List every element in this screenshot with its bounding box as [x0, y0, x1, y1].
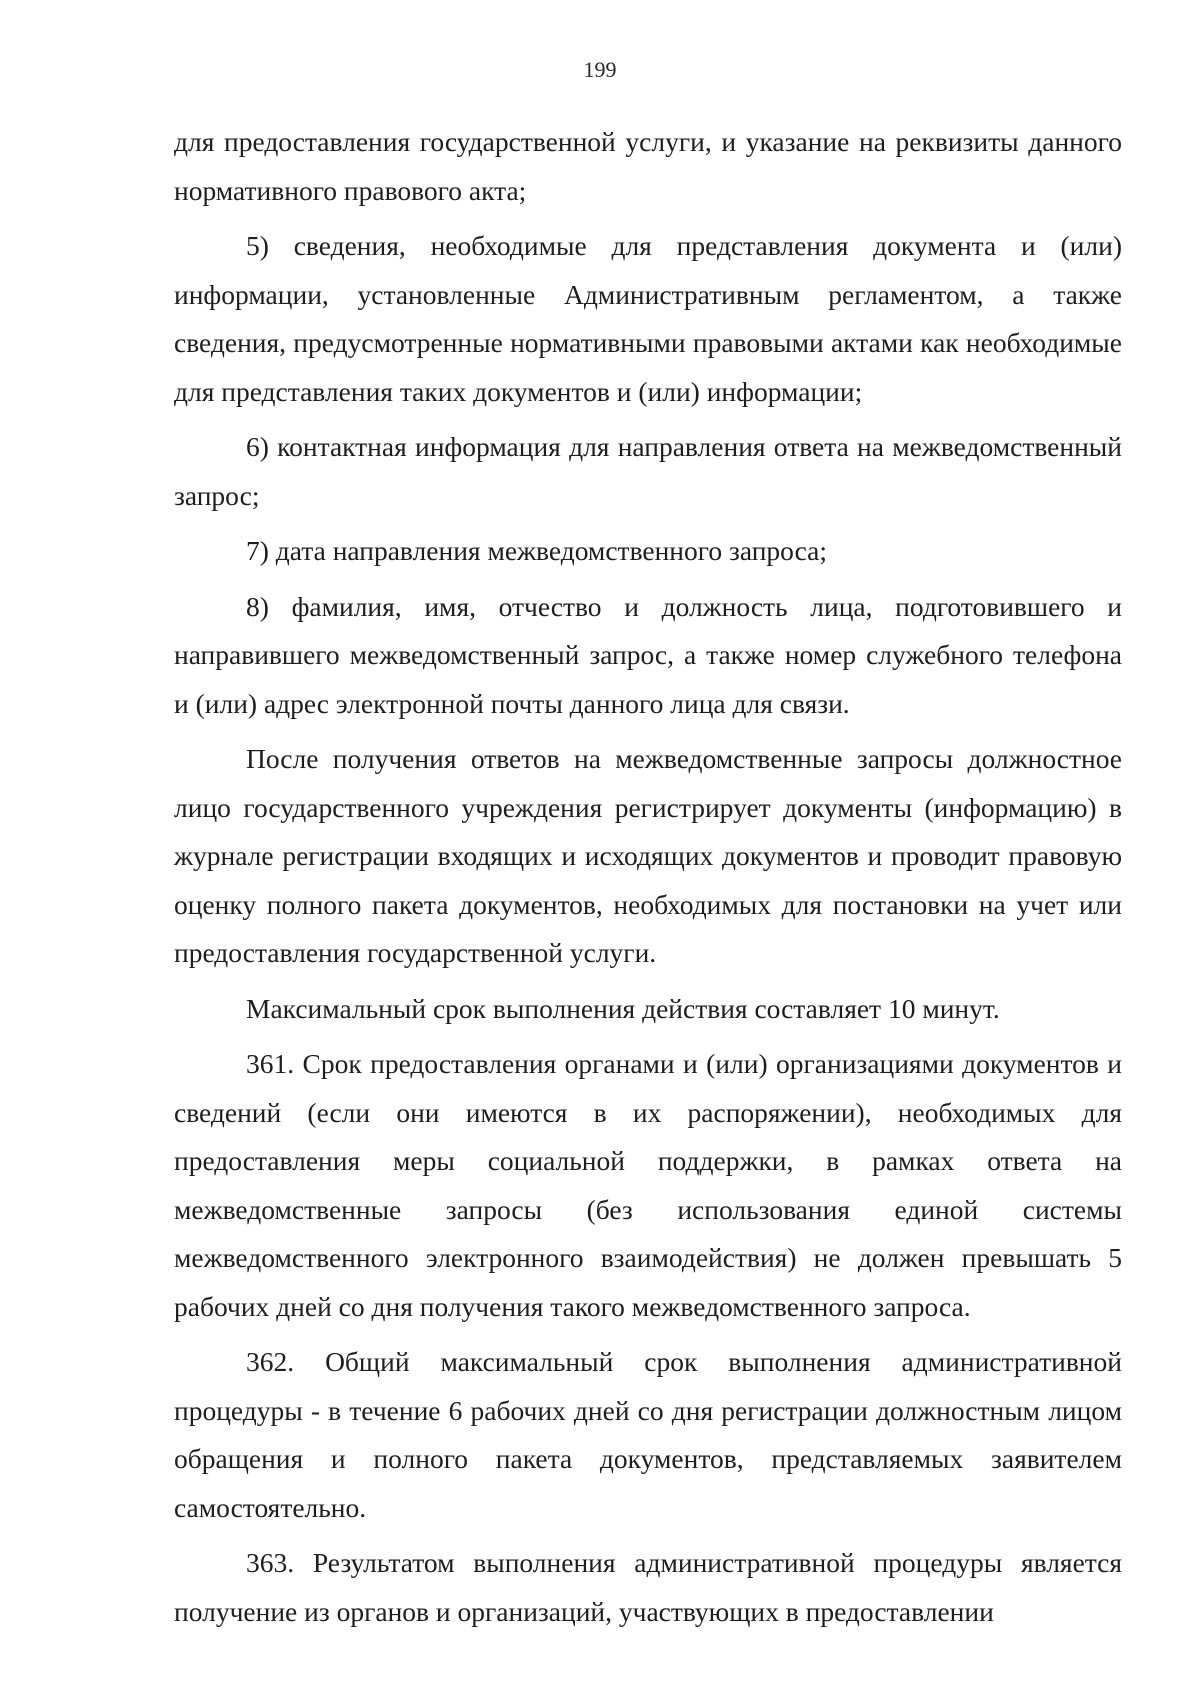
paragraph-362: 362. Общий максимальный срок выполнения административной процедуры - в течение 6 рабочих дней со дня регистрации должностным лицом обращения и полного пакета документов, представляемых заявителем самостоятельно.: [174, 1346, 1122, 1523]
paragraph-item-6: 6) контактная информация для направления ответа на межведомственный запрос;: [174, 431, 1122, 511]
paragraph-after-responses: После получения ответов на межведомственные запросы должностное лицо государственного учреждения регистрирует документы (информацию) в журнале регистрации входящих и исходящих документов и проводит правовую оценку полного пакета документов, необходимых для постановки на учет или предоставления государственной услуги.: [174, 743, 1122, 968]
paragraph-361: 361. Срок предоставления органами и (или) организациями документов и сведений (если они имеются в их распоряжении), необходимых для предоставления меры социальной поддержки, в рамках ответа на межведомственные запросы (без использования единой системы межведомственного электронного взаимодействия) не должен превышать 5 рабочих дней со дня получения такого межведомственного запроса.: [174, 1048, 1122, 1322]
page-number: 199: [583, 57, 617, 82]
paragraph-item-8: 8) фамилия, имя, отчество и должность лица, подготовившего и направившего межведомственный запрос, а также номер служебного телефона и (или) адрес электронной почты данного лица для связи.: [174, 590, 1122, 719]
paragraph-item-7: 7) дата направления межведомственного запроса;: [246, 535, 827, 566]
document-body: [174, 118, 1122, 1636]
paragraph-363: 363. Результатом выполнения административной процедуры является получение из органов и организаций, участвующих в предоставлении: [174, 1547, 1122, 1627]
paragraph-max-term: Максимальный срок выполнения действия составляет 10 минут.: [246, 992, 1000, 1024]
paragraph-item-5: 5) сведения, необходимые для представления документа и (или) информации, установленные Административным регламентом, а также сведения, предусмотренные нормативными правовыми актами как необходимые для представления таких документов и (или) информации;: [174, 230, 1122, 407]
paragraph-continuation: для предоставления государственной услуги, и указание на реквизиты данного нормативного правового акта;: [174, 126, 1122, 206]
